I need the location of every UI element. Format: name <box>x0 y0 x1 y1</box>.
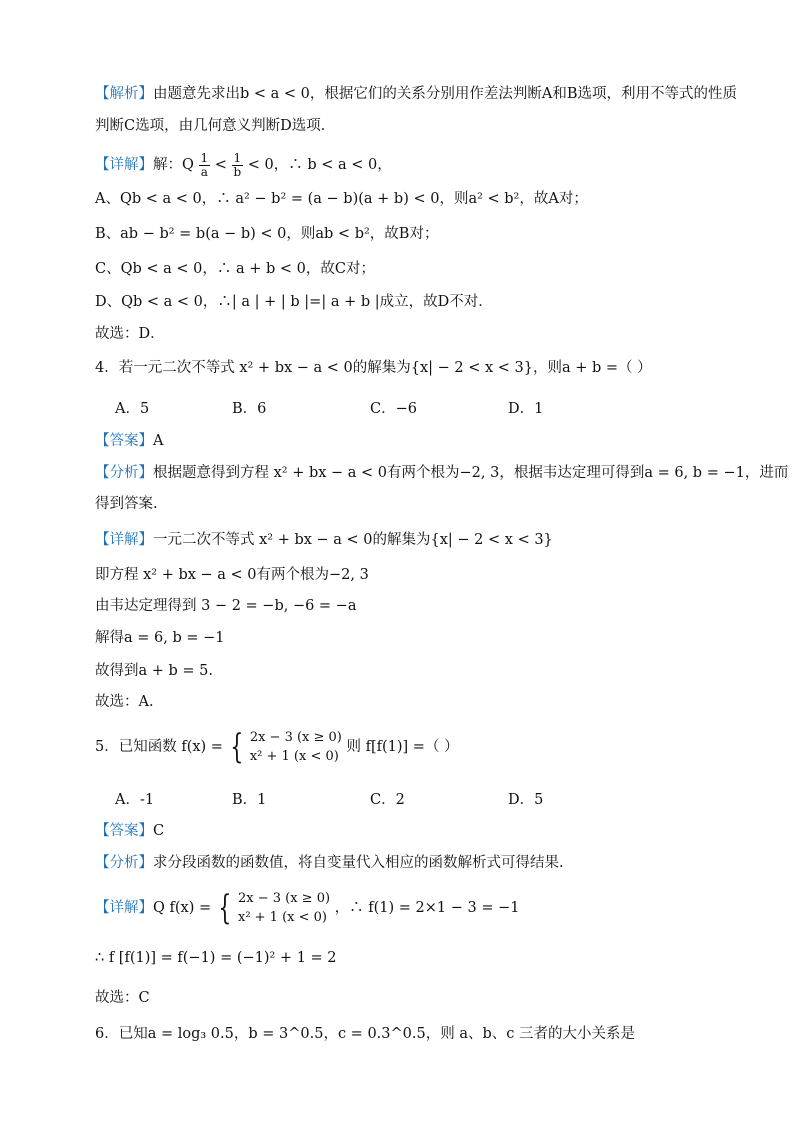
q4-detail-line2: 即方程 x² + bx − a < 0有两个根为−2, 3 <box>95 567 369 583</box>
q4-detail-line4: 解得a = 6, b = −1 <box>95 630 225 646</box>
q4-detail-line1: 【详解】一元二次不等式 x² + bx − a < 0的解集为{x| − 2 < x < 3} <box>95 532 553 548</box>
q4-option-d: D．1 <box>508 401 544 417</box>
q4-stem: 4．若一元二次不等式 x² + bx − a < 0的解集为{x| − 2 < x < 3}，则a + b =（ ） <box>95 360 652 376</box>
q3-line-b: B、ab − b² = b(a − b) < 0，则ab < b²，故B对； <box>95 226 439 242</box>
q4-choose: 故选：A. <box>95 694 154 710</box>
piecewise-cases-2: 2x − 3 (x ≥ 0) x² + 1 (x < 0) <box>237 891 331 925</box>
q4-option-b: B．6 <box>232 401 267 417</box>
q4-analysis-line1: 【分析】根据题意得到方程 x² + bx − a < 0有两个根为−2, 3，根据韦达定理可得到a = 6, b = −1，进而 <box>95 465 789 481</box>
q4-detail-line5: 故得到a + b = 5. <box>95 663 213 679</box>
q5-option-b: B．1 <box>232 792 267 808</box>
q5-analysis: 【分析】求分段函数的函数值，将自变量代入相应的函数解析式可得结果. <box>95 855 564 871</box>
piecewise-brace-2: { <box>218 888 232 928</box>
q4-option-c: C．−6 <box>370 401 417 417</box>
q4-analysis-line2: 得到答案. <box>95 496 158 512</box>
q3-analysis-line2: 判断C选项，由几何意义判断D选项． <box>95 118 336 134</box>
q4-answer: 【答案】A <box>95 433 164 449</box>
q5-option-c: C．2 <box>370 792 405 808</box>
detail-tag: 【详解】 <box>95 157 153 173</box>
q3-detail-line1: 【详解】解：Q $\frac{1}{a}$ < $\frac{1}{b}$ < 0，∴ b < a < 0， <box>95 150 392 179</box>
q4-detail-line3: 由韦达定理得到 3 − 2 = −b, −6 = −a <box>95 598 357 614</box>
q3-line-c: C、Qb < a < 0，∴ a + b < 0，故C对； <box>95 261 375 277</box>
q3-line-a: A、Qb < a < 0，∴ a² − b² = (a − b)(a + b) < 0，则a² < b²，故A对； <box>95 191 588 207</box>
q5-stem: 5．已知函数 f(x) = { 2x − 3 (x ≥ 0) x² + 1 (x < 0) 则 f[f(1)] =（ ） <box>95 727 459 767</box>
q5-choose: 故选：C <box>95 990 150 1006</box>
q3-line-d: D、Qb < a < 0，∴| a | + | b |=| a + b |成立，故D不对． <box>95 294 493 310</box>
fraction-1-over-a: $\frac{1}{a}$ <box>200 150 209 179</box>
analysis-tag: 【解析】 <box>95 86 153 102</box>
q3-analysis-line1: 【解析】由题意先求出b < a < 0，根据它们的关系分别用作差法判断A和B选项，利用不等式的性质 <box>95 86 738 102</box>
piecewise-cases: 2x − 3 (x ≥ 0) x² + 1 (x < 0) <box>249 730 342 764</box>
q5-detail-line1: 【详解】Q f(x) = { 2x − 3 (x ≥ 0) x² + 1 (x < 0) ，∴ f(1) = 2×1 − 3 = −1 <box>95 888 520 928</box>
piecewise-brace: { <box>229 727 243 767</box>
q4-option-a: A．5 <box>115 401 150 417</box>
q5-option-d: D．5 <box>508 792 544 808</box>
q5-detail-line2: ∴ f [f(1)] = f(−1) = (−1)² + 1 = 2 <box>95 950 337 966</box>
q3-choose: 故选：D． <box>95 326 165 342</box>
q5-option-a: A．-1 <box>115 792 155 808</box>
fraction-1-over-b: $\frac{1}{b}$ <box>233 150 242 179</box>
q5-answer: 【答案】C <box>95 823 165 839</box>
q6-stem: 6．已知a = log₃ 0.5，b = 3^0.5，c = 0.3^0.5，则 a、b、c 三者的大小关系是 <box>95 1026 635 1042</box>
